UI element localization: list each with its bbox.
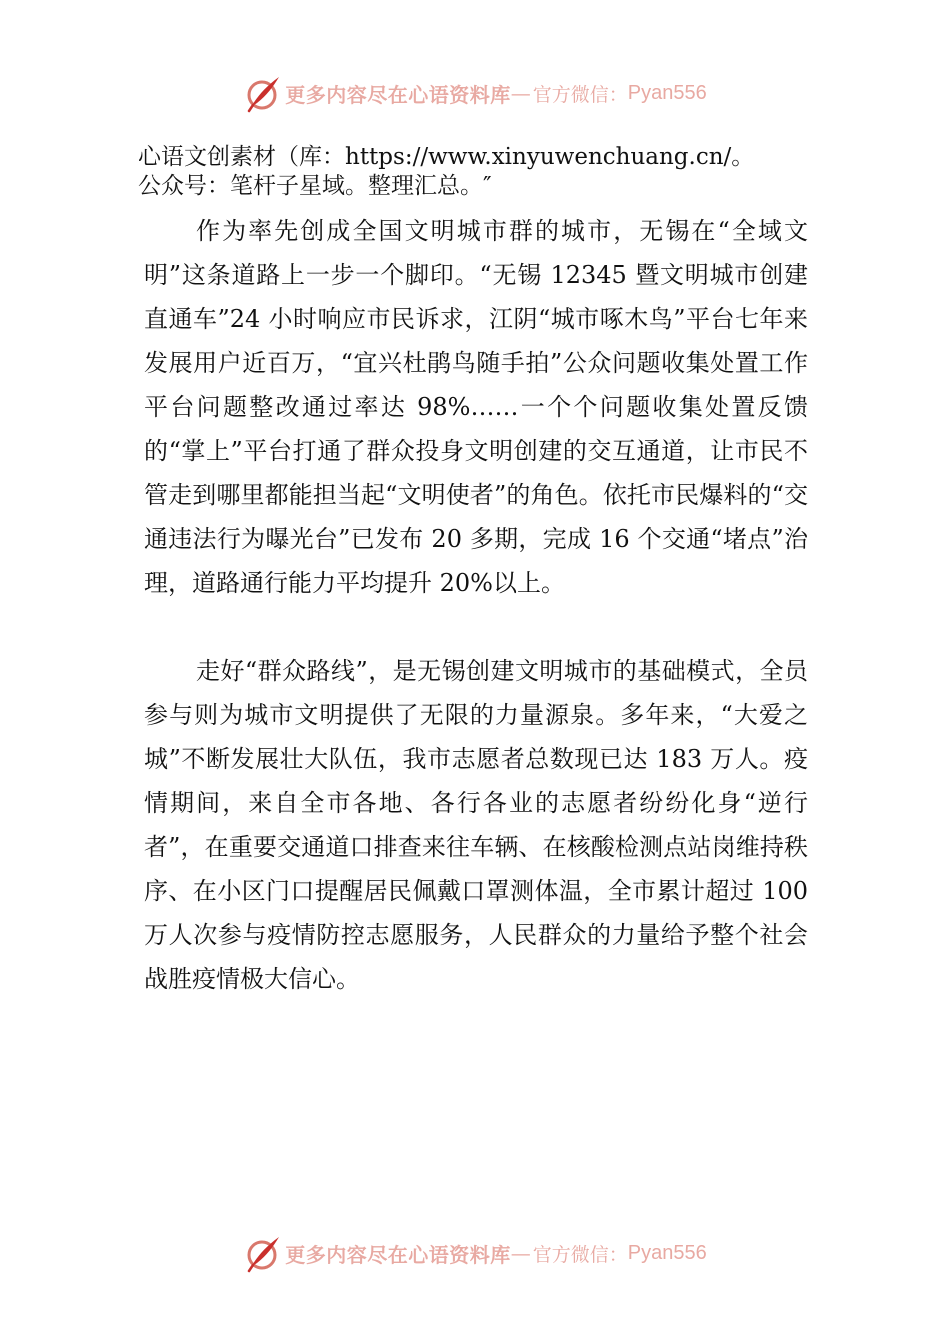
intro-line-source: 心语文创素材（库：https://www.xinyuwenchuang.cn/。: [138, 144, 755, 170]
banner-official-label: 官方微信：: [532, 83, 628, 106]
article-body: [144, 209, 808, 1001]
quill-logo-icon: [243, 1233, 283, 1273]
banner-wechat-id: Pyan556: [627, 1241, 707, 1264]
paragraph-civilization: 作为率先创成全国文明城市群的城市，无锡在“全域文明”这条道路上一步一个脚印。“无锡 12345 暨文明城市创建直通车”24 小时响应市民诉求，江阴“城市啄木鸟”平台七年来发展用户近百万，“宜兴杜鹃鸟随手拍”公众问题收集处置工作平台问题整改通过率达 98%……一个个问题收集处置反馈的“掌上”平台打通了群众投身文明创建的交互通道，让市民不管走到哪里都能担当起“文明使者”的角色。依托市民爆料的“交通违法行为曝光台”已发布 20 多期，完成 16 个交通“堵点”治理，道路通行能力平均提升 20%以上。: [144, 217, 808, 597]
intro-line-account: 公众号：笔杆子星域。整理汇总。″: [138, 173, 492, 199]
banner-official-label: 官方微信：: [532, 1243, 628, 1266]
header-banner: [0, 71, 950, 115]
banner-separator: —: [510, 1241, 531, 1265]
banner-slogan: 更多内容尽在心语资料库: [285, 82, 511, 107]
paragraph-volunteers: 走好“群众路线”，是无锡创建文明城市的基础模式，全员参与则为城市文明提供了无限的力量源泉。多年来，“大爱之城”不断发展壮大队伍，我市志愿者总数现已达 183 万人。疫情期间，来自全市各地、各行各业的志愿者纷纷化身“逆行者”，在重要交通道口排查来往车辆、在核酸检测点站岗维持秩序、在小区门口提醒居民佩戴口罩测体温，全市累计超过 100 万人次参与疫情防控志愿服务，人民群众的力量给予整个社会战胜疫情极大信心。: [144, 657, 808, 993]
intro-block: [138, 143, 838, 201]
banner-separator: —: [510, 81, 531, 105]
footer-banner-content: [243, 1233, 706, 1273]
banner-slogan: 更多内容尽在心语资料库: [285, 1242, 511, 1267]
banner-wechat-id: Pyan556: [627, 81, 707, 104]
header-banner-content: [243, 73, 706, 113]
footer-banner: [0, 1231, 950, 1275]
quill-logo-icon: [243, 73, 283, 113]
